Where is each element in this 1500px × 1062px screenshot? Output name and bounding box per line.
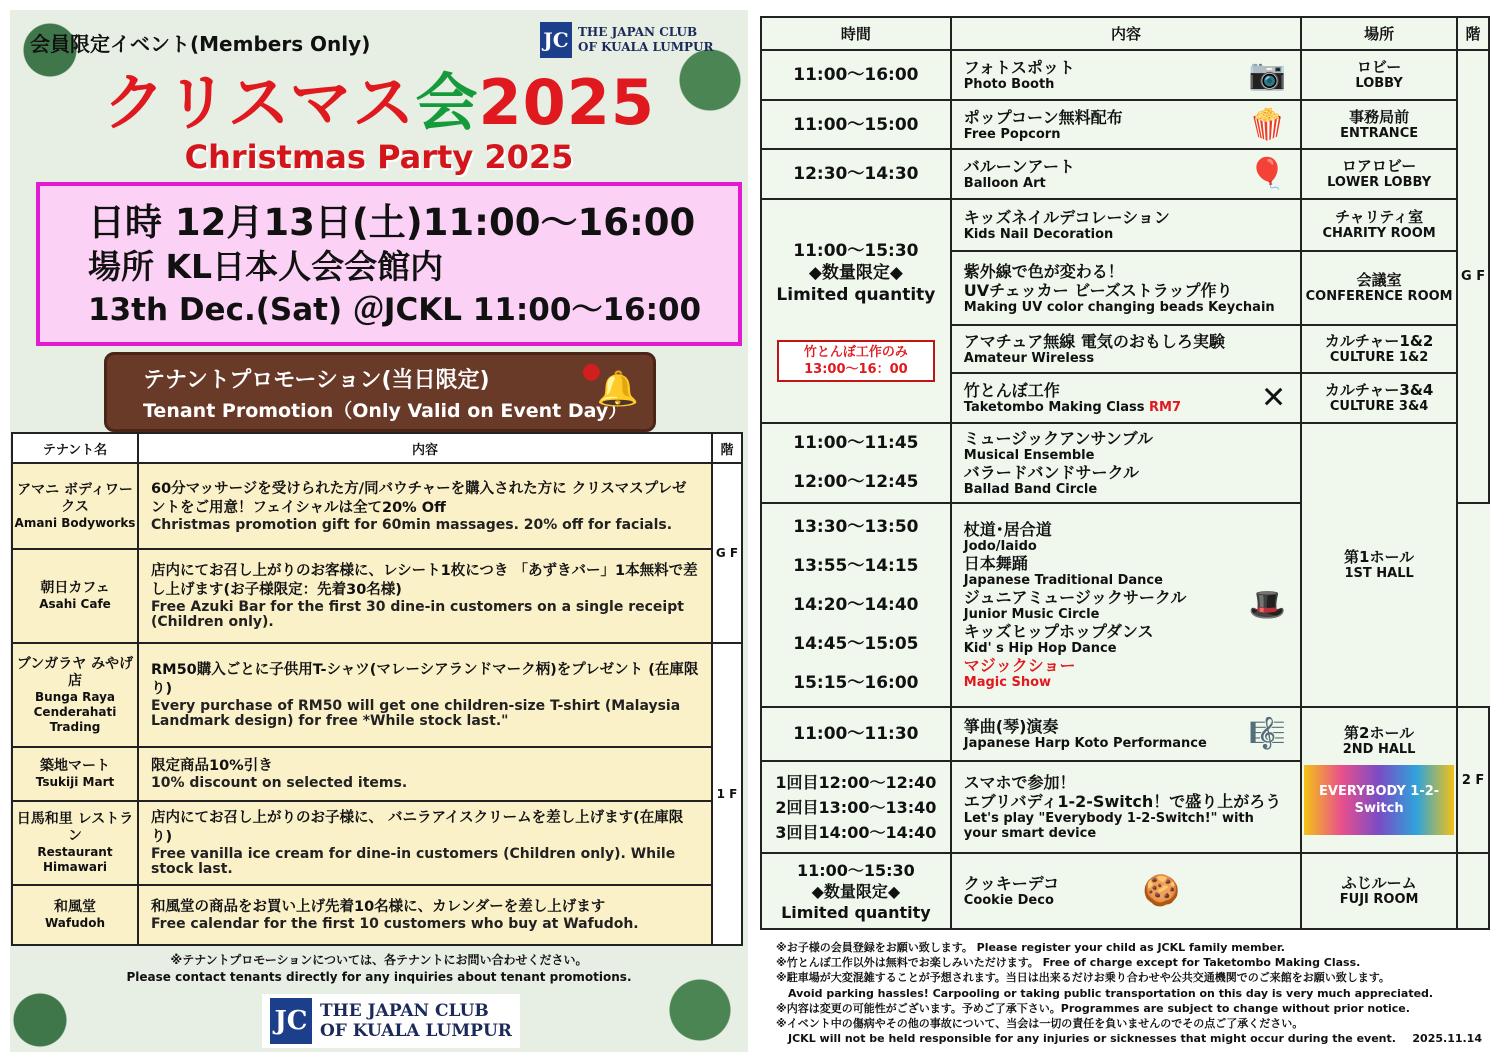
- promotion-title-jp: テナントプロモーション(当日限定): [143, 368, 490, 393]
- everybody-switch-banner: EVERYBODY 1-2-Switch: [1304, 765, 1454, 835]
- schedule-row: 竹とんぼ工作 Taketombo Making Class RM7 ✕ カルチャー3&4 CULTURE 3&4: [761, 373, 1489, 423]
- schedule-row: 11:00～11:30 箏曲(琴)演奏 Japanese Harp Koto Performance 🎼 第2ホール 2ND HALL EVERYBODY 1-2-Switch 2 F: [761, 707, 1489, 761]
- taketombo-time-box: 竹とんぼ工作のみ 13:00～16：00: [777, 340, 935, 382]
- col-floor: 階: [712, 433, 742, 463]
- event-datetime-jp: 日時 12月13日(土)11:00～16:00: [88, 201, 696, 244]
- table-row: アマニ ボディワークス Amani Bodyworks 60分マッサージを受けられた方/同バウチャーを購入された方に クリスマスプレゼントをご用意！フェイシャルは全て20% Off Christmas promotion gift for 60min massages. 20% off for facials. G F: [12, 463, 742, 549]
- floor-2f: 2 F: [1457, 707, 1489, 853]
- promotion-title-en: Tenant Promotion（Only Valid on Event Day）: [143, 400, 628, 422]
- event-datetime-en: 13th Dec.(Sat) ＠JCKL 11:00～16:00: [88, 292, 702, 328]
- jckl-logo-bottom: JC THE JAPAN CLUB OF KUALA LUMPUR: [262, 994, 520, 1048]
- logo-line1: THE JAPAN CLUB: [578, 25, 698, 39]
- schedule-row: 11:00～16:00 フォトスポット Photo Booth 📷 ロビー LOBBY G F: [761, 50, 1489, 100]
- price-rm7: RM7: [1149, 400, 1181, 415]
- flyer-left-panel: [10, 10, 748, 1052]
- table-row: 日馬和里 レストラン Restaurant Himawari 店内にてお召し上がりのお子様に、 バニラアイスクリームを差し上げます(在庫限り) Free vanilla ice cream for dine-in customers (Children only). While stock last.: [12, 801, 742, 885]
- table-row: 和風堂 Wafudoh 和風堂の商品をお買い上げ先着10名様に、カレンダーを差し上げます Free calendar for the first 10 customers who buy at Wafudoh.: [12, 885, 742, 945]
- col-place: 場所: [1301, 17, 1457, 50]
- floor-gf: G F: [712, 463, 742, 643]
- col-time: 時間: [761, 17, 951, 50]
- bamboo-dragonfly-icon: ✕: [1260, 380, 1287, 416]
- schedule-row: アマチュア無線 電気のおもしろ実験 Amateur Wireless カルチャー1&2 CULTURE 1&2: [761, 325, 1489, 373]
- jckl-logo-icon: JC: [540, 22, 572, 58]
- schedule-row: 11:00～15:30 ◆数量限定◆ Limited quantity クッキーデコ Cookie Deco 🍪 ふじルーム FUJI ROOM: [761, 853, 1489, 929]
- bell-icon: 🔔: [596, 369, 639, 409]
- schedule-row: 13:30～13:50 13:55～14:15 14:20～14:40 14:45～15:05 15:15～16:00 杖道･居合道 Jodo/Iaido 日本舞踊 Japanese Traditional Dance ジュニアミュージックサークル Junior Music Circle キッズヒップホップダンス Kid' s Hip Hop Dance マジックショー Magic Show 🎩: [761, 503, 1489, 707]
- camera-icon: 📷: [1248, 57, 1287, 93]
- col-content: 内容: [951, 17, 1301, 50]
- table-row: 朝日カフェ Asahi Cafe 店内にてお召し上がりのお客様に、レシート1枚につき 「あずきバー」1本無料で差し上げます(お子様限定：先着30名様) Free Azuki Bar for the first 30 dine-in customers on a single receipt (Children only).: [12, 549, 742, 643]
- event-schedule-table: [760, 16, 1490, 930]
- balloon-dog-icon: 🎈: [1248, 156, 1287, 192]
- schedule-row: 11:00～15:30 ◆数量限定◆ Limited quantity 竹とんぼ工作のみ 13:00～16：00 キッズネイルデコレーション Kids Nail Decoration チャリティ室 CHARITY ROOM: [761, 199, 1489, 251]
- schedule-row: 1回目12:00～12:40 2回目13:00～13:40 3回目14:00～14:40 スマホで参加！ エブリバディ1-2-Switch！で盛り上がろう Let's play "Everybody 1-2-Switch!" with your smart device: [761, 761, 1489, 853]
- footer-notices: ※お子様の会員登録をお願い致します。 Please register your child as JCKL family member. ※竹とんぼ工作以外は無料でお楽しみいただけます。 Free of charge except for Taketombo Making Class. ※駐車場が大変混雑することが予想されます。当日は出来るだけお乗り合わせや公共交通機関でのご来館をお願い致します。 Avoid parking hassles! Carpooling or taking public transportation on this day is very much appreciated. ※内容は変更の可能性がございます。予めご了承下さい。Programmes are subject to change without prior notice. ※イベント中の傷病やその他の事故について、当会は一切の責任を負いませんのでその点ご了承ください。 JCKL will not be held responsible for any injuries or sicknesses that might occur during the event. 2025.11.14: [776, 941, 1482, 1046]
- event-place-jp: 場所 KL日本人会会館内: [88, 247, 444, 286]
- gingerbread-icon: 🍪: [1142, 873, 1181, 909]
- issue-date: 2025.11.14: [1412, 1032, 1482, 1046]
- schedule-row: 11:00～11:45 12:00～12:45 ミュージックアンサンブル Musical Ensemble バラードバンドサークル Ballad Band Circle 第1ホール 1ST HALL: [761, 423, 1489, 503]
- table-row: ブンガラヤ みやげ店 Bunga Raya Cenderahati Trading RM50購入ごとに子供用T-シャツ(マレーシアランドマーク柄)をプレゼント (在庫限り) Every purchase of RM50 will get one children-size T-shirt (Malaysia Landmark design) for free *While stock last." 1 F: [12, 643, 742, 747]
- limited-time-cell: 11:00～15:30 ◆数量限定◆ Limited quantity 竹とんぼ工作のみ 13:00～16：00: [761, 199, 951, 423]
- title-english: Christmas Party 2025: [184, 138, 574, 176]
- floor-gf: G F: [1457, 50, 1489, 503]
- tenant-promotion-signboard: [104, 352, 656, 432]
- col-tenant-name: テナント名: [12, 433, 138, 463]
- koto-player-icon: 🎼: [1248, 716, 1287, 752]
- holly-berry-icon: ●: [581, 359, 601, 384]
- members-only-label: 会員限定イベント(Members Only): [30, 32, 371, 56]
- title-japanese: クリスマス会2025: [102, 66, 656, 139]
- tenant-promotion-table: [11, 432, 743, 946]
- schedule-row: 12:30～14:30 バルーンアート Balloon Art 🎈 ロアロビー LOWER LOBBY: [761, 149, 1489, 199]
- jckl-logo-top: [540, 22, 713, 58]
- event-date-box: [36, 182, 742, 346]
- popcorn-icon: 🍿: [1248, 107, 1287, 142]
- jckl-logo-icon: JC: [270, 998, 312, 1044]
- schedule-row: 11:00～15:00 ポップコーン無料配布 Free Popcorn 🍿 事務局前 ENTRANCE: [761, 100, 1489, 149]
- col-floor: 階: [1457, 17, 1489, 50]
- logo-line2: OF KUALA LUMPUR: [578, 40, 714, 54]
- promotion-notice: ※テナントプロモーションについては、各テナントにお問い合わせください。 Please contact tenants directly for any inquiries about tenant promotions.: [126, 953, 632, 984]
- col-content: 内容: [138, 433, 712, 463]
- floor-1f: 1 F: [712, 643, 742, 945]
- schedule-row: 紫外線で色が変わる！ UVチェッカー ビーズストラップ作り Making UV color changing beads Keychain 会議室 CONFERENCE ROOM: [761, 251, 1489, 325]
- magician-icon: 🎩: [1248, 587, 1287, 623]
- table-row: 築地マート Tsukiji Mart 限定商品10%引き 10% discount on selected items.: [12, 747, 742, 801]
